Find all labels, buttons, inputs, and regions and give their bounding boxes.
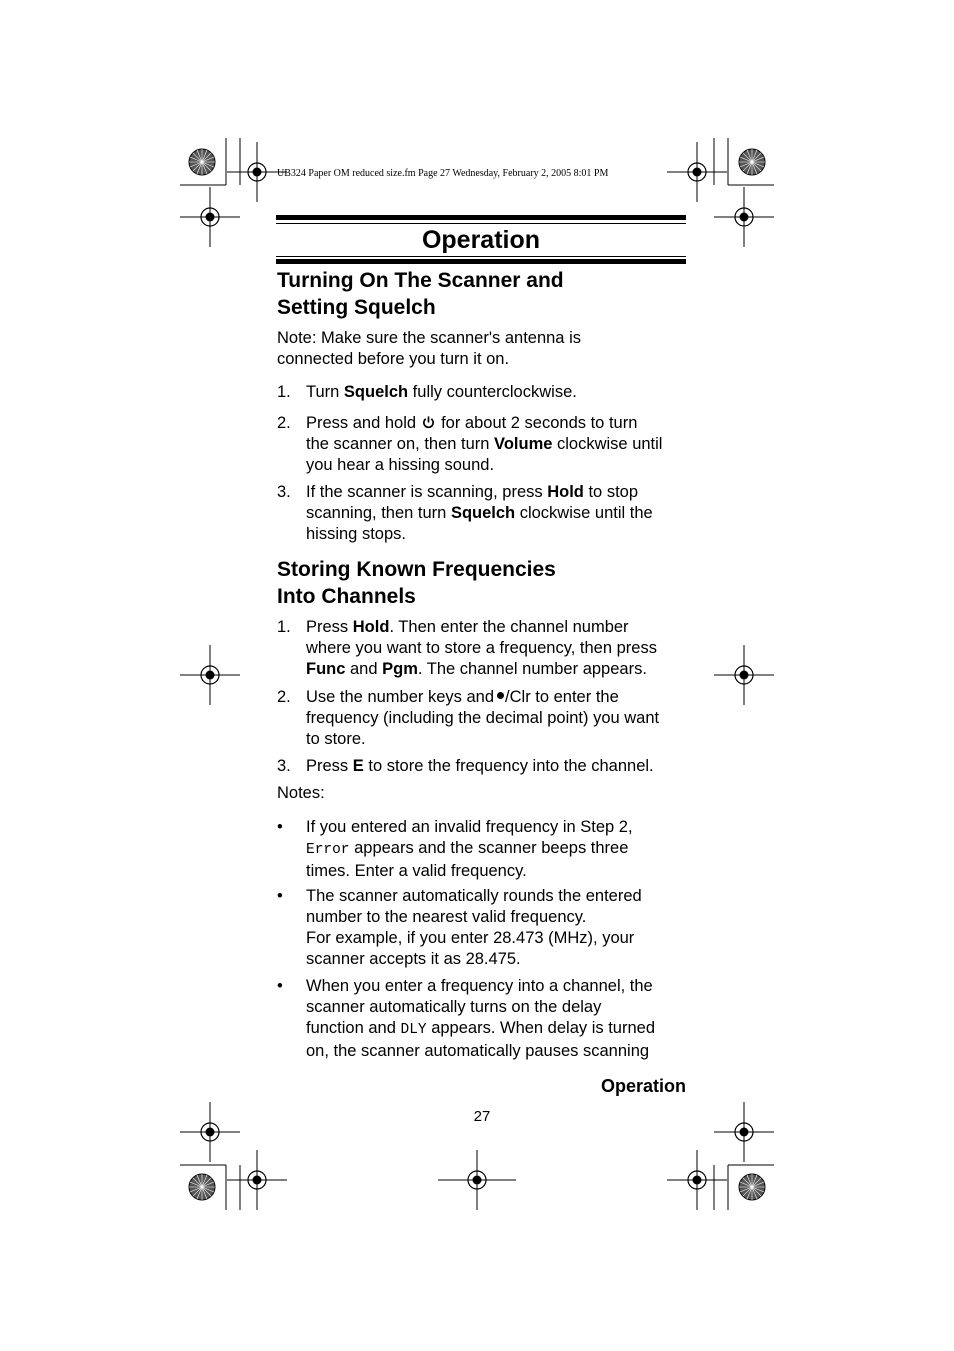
list-item: • If you entered an invalid frequency in Step 2, Error appears and the scanner beeps three times. Enter a valid frequency. (277, 818, 633, 880)
list-item: 3. If the scanner is scanning, press Hold to stop scanning, then turn Squelch clockwise until the hissing stops. (277, 483, 653, 543)
registration-star-top-right (739, 149, 765, 175)
registration-star-top-left (189, 149, 215, 175)
antenna-note: Note: Make sure the scanner's antenna is connected before you turn it on. (277, 329, 581, 368)
registration-mark-right-upper (714, 187, 774, 247)
page-title: Operation (421, 226, 541, 254)
registration-mark-left-lower (180, 1102, 240, 1162)
print-slug: UB324 Paper OM reduced size.fm Page 27 Wednesday, February 2, 2005 8:01 PM (277, 168, 609, 179)
list-item: 1. Press Hold. Then enter the channel number where you want to store a frequency, then press Func and Pgm. The channel number appears. (277, 618, 657, 678)
list-item: 1. Turn Squelch fully counterclockwise. (277, 383, 577, 401)
section-heading-squelch: Turning On The Scanner and Setting Squelch (277, 269, 564, 319)
list-item: • The scanner automatically rounds the entered number to the nearest valid frequency. For example, if you enter 28.473 (MHz), your scanner accepts it as 28.475. (277, 887, 642, 968)
list-item: • When you enter a frequency into a channel, the scanner automatically turns on the delay function and DLY appears. When delay is turned on, the scanner automatically pauses scanning (277, 977, 655, 1060)
registration-mark-right-lower (714, 1102, 774, 1162)
registration-star-bottom-left (189, 1174, 215, 1200)
running-footer-title: Operation (600, 1076, 686, 1096)
list-item: 2. Press and hold for about 2 seconds to turn the scanner on, then turn Volume clockwise until you hear a hissing sound. (277, 414, 663, 474)
dot-key-icon (497, 692, 504, 699)
title-rule-top (276, 215, 686, 220)
registration-mark-left-upper (180, 187, 240, 247)
registration-mark-bottom-right (667, 1150, 727, 1210)
list-item: 3. Press E to store the frequency into the channel. (277, 757, 654, 775)
registration-mark-right-middle (714, 645, 774, 705)
list-item: 2. Use the number keys and /Clr to enter the frequency (including the decimal point) you want to store. (277, 688, 660, 748)
registration-star-bottom-right (739, 1174, 765, 1200)
registration-mark-bottom-left (227, 1150, 287, 1210)
section-heading-storing: Storing Known Frequencies Into Channels (277, 558, 556, 608)
title-rule-bottom-thin (276, 256, 686, 257)
registration-mark-top-right (667, 142, 727, 202)
title-rule-bottom (276, 259, 686, 264)
notes-label: Notes: (277, 784, 325, 802)
page-number: 27 (473, 1108, 491, 1125)
registration-mark-left-middle (180, 645, 240, 705)
power-icon (422, 416, 435, 429)
